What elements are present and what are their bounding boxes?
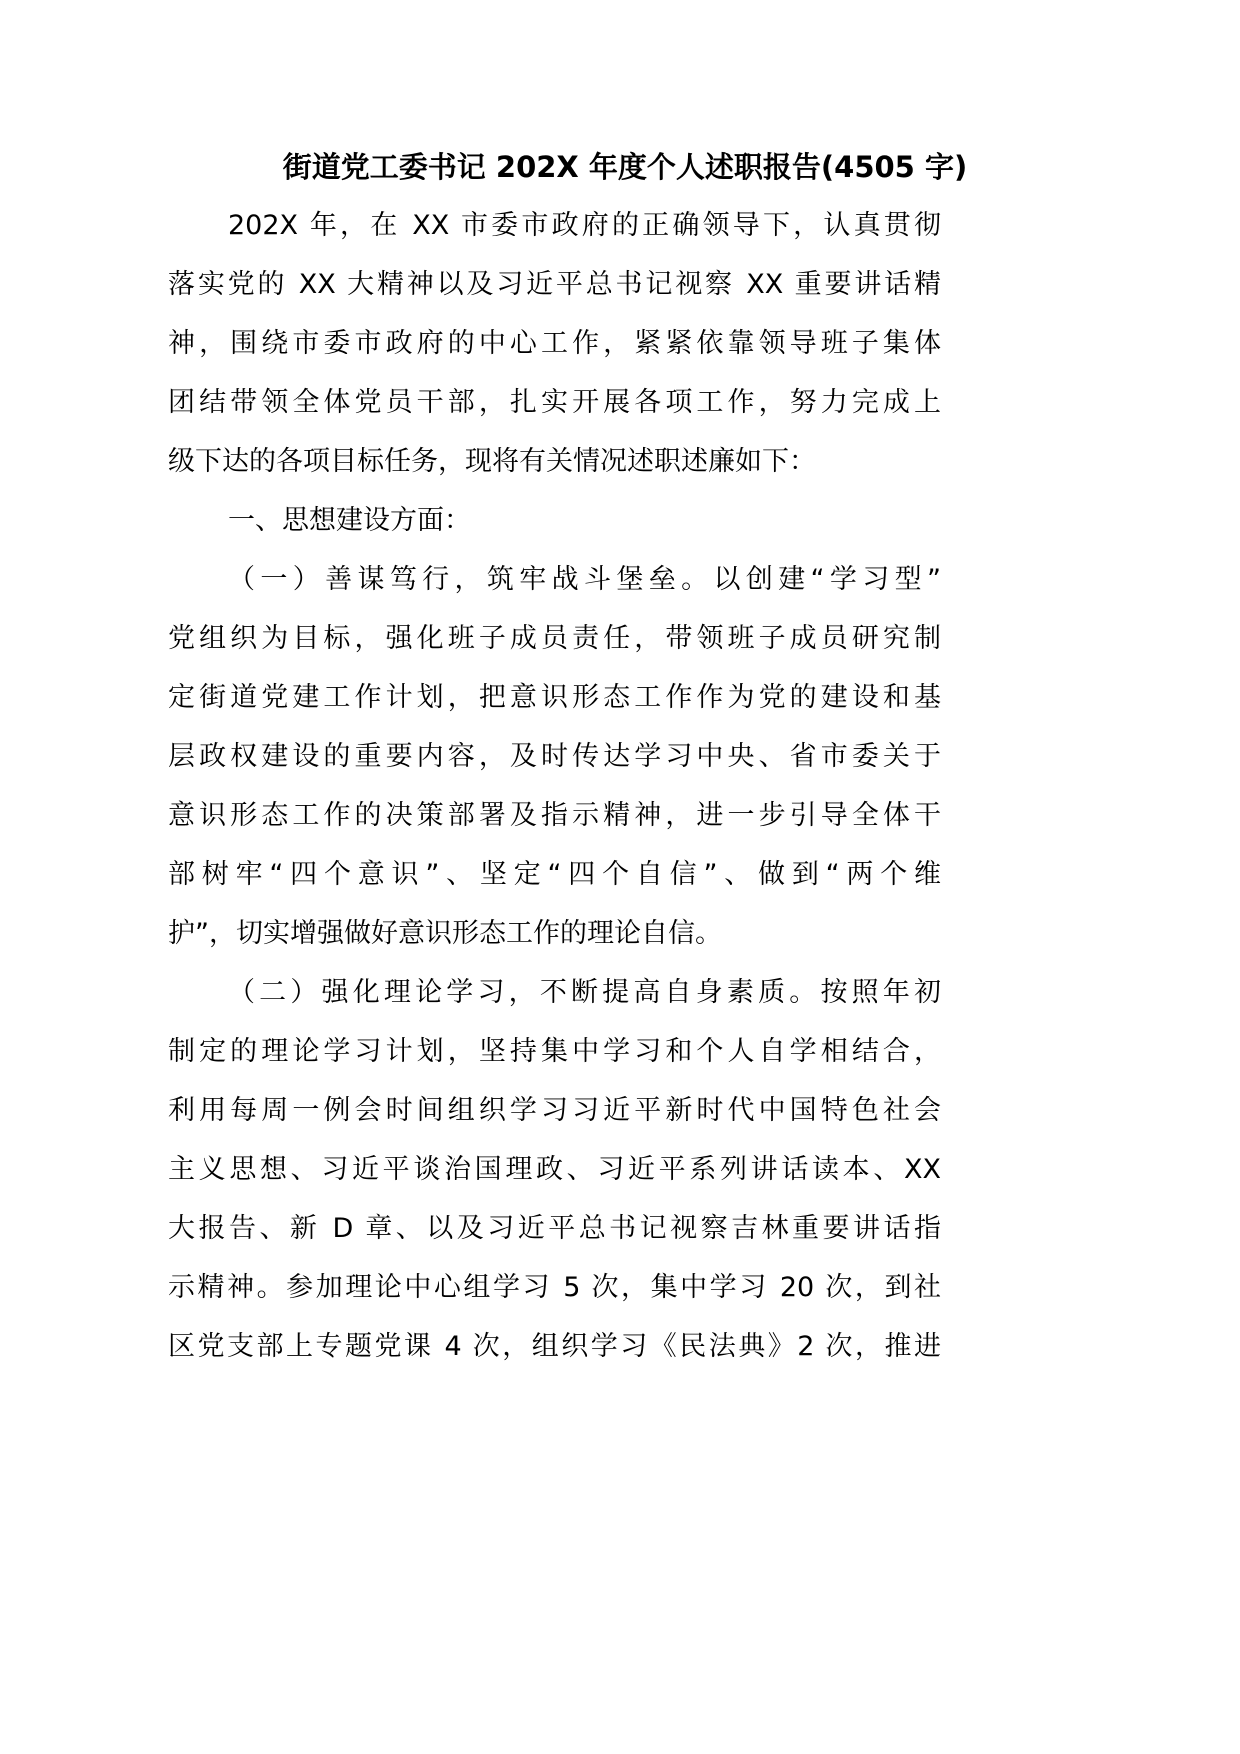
paragraph-line: 党组织为目标，强化班子成员责任，带领班子成员研究制 bbox=[168, 623, 941, 654]
paragraph-line: 意识形态工作的决策部署及指示精神，进一步引导全体干 bbox=[168, 800, 941, 831]
paragraph-line: 示精神。参加理论中心组学习 5 次，集中学习 20 次，到社 bbox=[168, 1272, 941, 1303]
document-title: 街道党工委书记 202X 年度个人述职报告(4505 字) bbox=[282, 150, 968, 184]
paragraph-line: （二）强化理论学习，不断提高自身素质。按照年初 bbox=[228, 977, 941, 1008]
paragraph-line: 部树牢“四个意识”、坚定“四个自信”、做到“两个维 bbox=[168, 859, 941, 890]
paragraph-line: 落实党的 XX 大精神以及习近平总书记视察 XX 重要讲话精 bbox=[168, 269, 941, 300]
paragraph-line: 主义思想、习近平谈治国理政、习近平系列讲话读本、XX bbox=[168, 1154, 941, 1185]
paragraph-line: 区党支部上专题党课 4 次，组织学习《民法典》2 次，推进 bbox=[168, 1331, 941, 1362]
paragraph-line: 团结带领全体党员干部，扎实开展各项工作，努力完成上 bbox=[168, 387, 941, 418]
paragraph-line: 定街道党建工作计划，把意识形态工作作为党的建设和基 bbox=[168, 682, 941, 713]
paragraph-line: 级下达的各项目标任务，现将有关情况述职述廉如下： bbox=[168, 446, 816, 477]
paragraph-line: 202X 年，在 XX 市委市政府的正确领导下，认真贯彻 bbox=[228, 210, 941, 241]
paragraph-line: 层政权建设的重要内容，及时传达学习中央、省市委关于 bbox=[168, 741, 941, 772]
paragraph-line: 利用每周一例会时间组织学习习近平新时代中国特色社会 bbox=[168, 1095, 941, 1126]
section-heading: 一、思想建设方面： bbox=[228, 505, 471, 536]
paragraph-line: 制定的理论学习计划，坚持集中学习和个人自学相结合， bbox=[168, 1036, 941, 1067]
paragraph-line: （一）善谋笃行，筑牢战斗堡垒。以创建“学习型” bbox=[228, 564, 941, 595]
paragraph-line: 护”，切实增强做好意识形态工作的理论自信。 bbox=[168, 918, 722, 949]
paragraph-line: 神，围绕市委市政府的中心工作，紧紧依靠领导班子集体 bbox=[168, 328, 941, 359]
paragraph-line: 大报告、新 D 章、以及习近平总书记视察吉林重要讲话指 bbox=[168, 1213, 941, 1244]
